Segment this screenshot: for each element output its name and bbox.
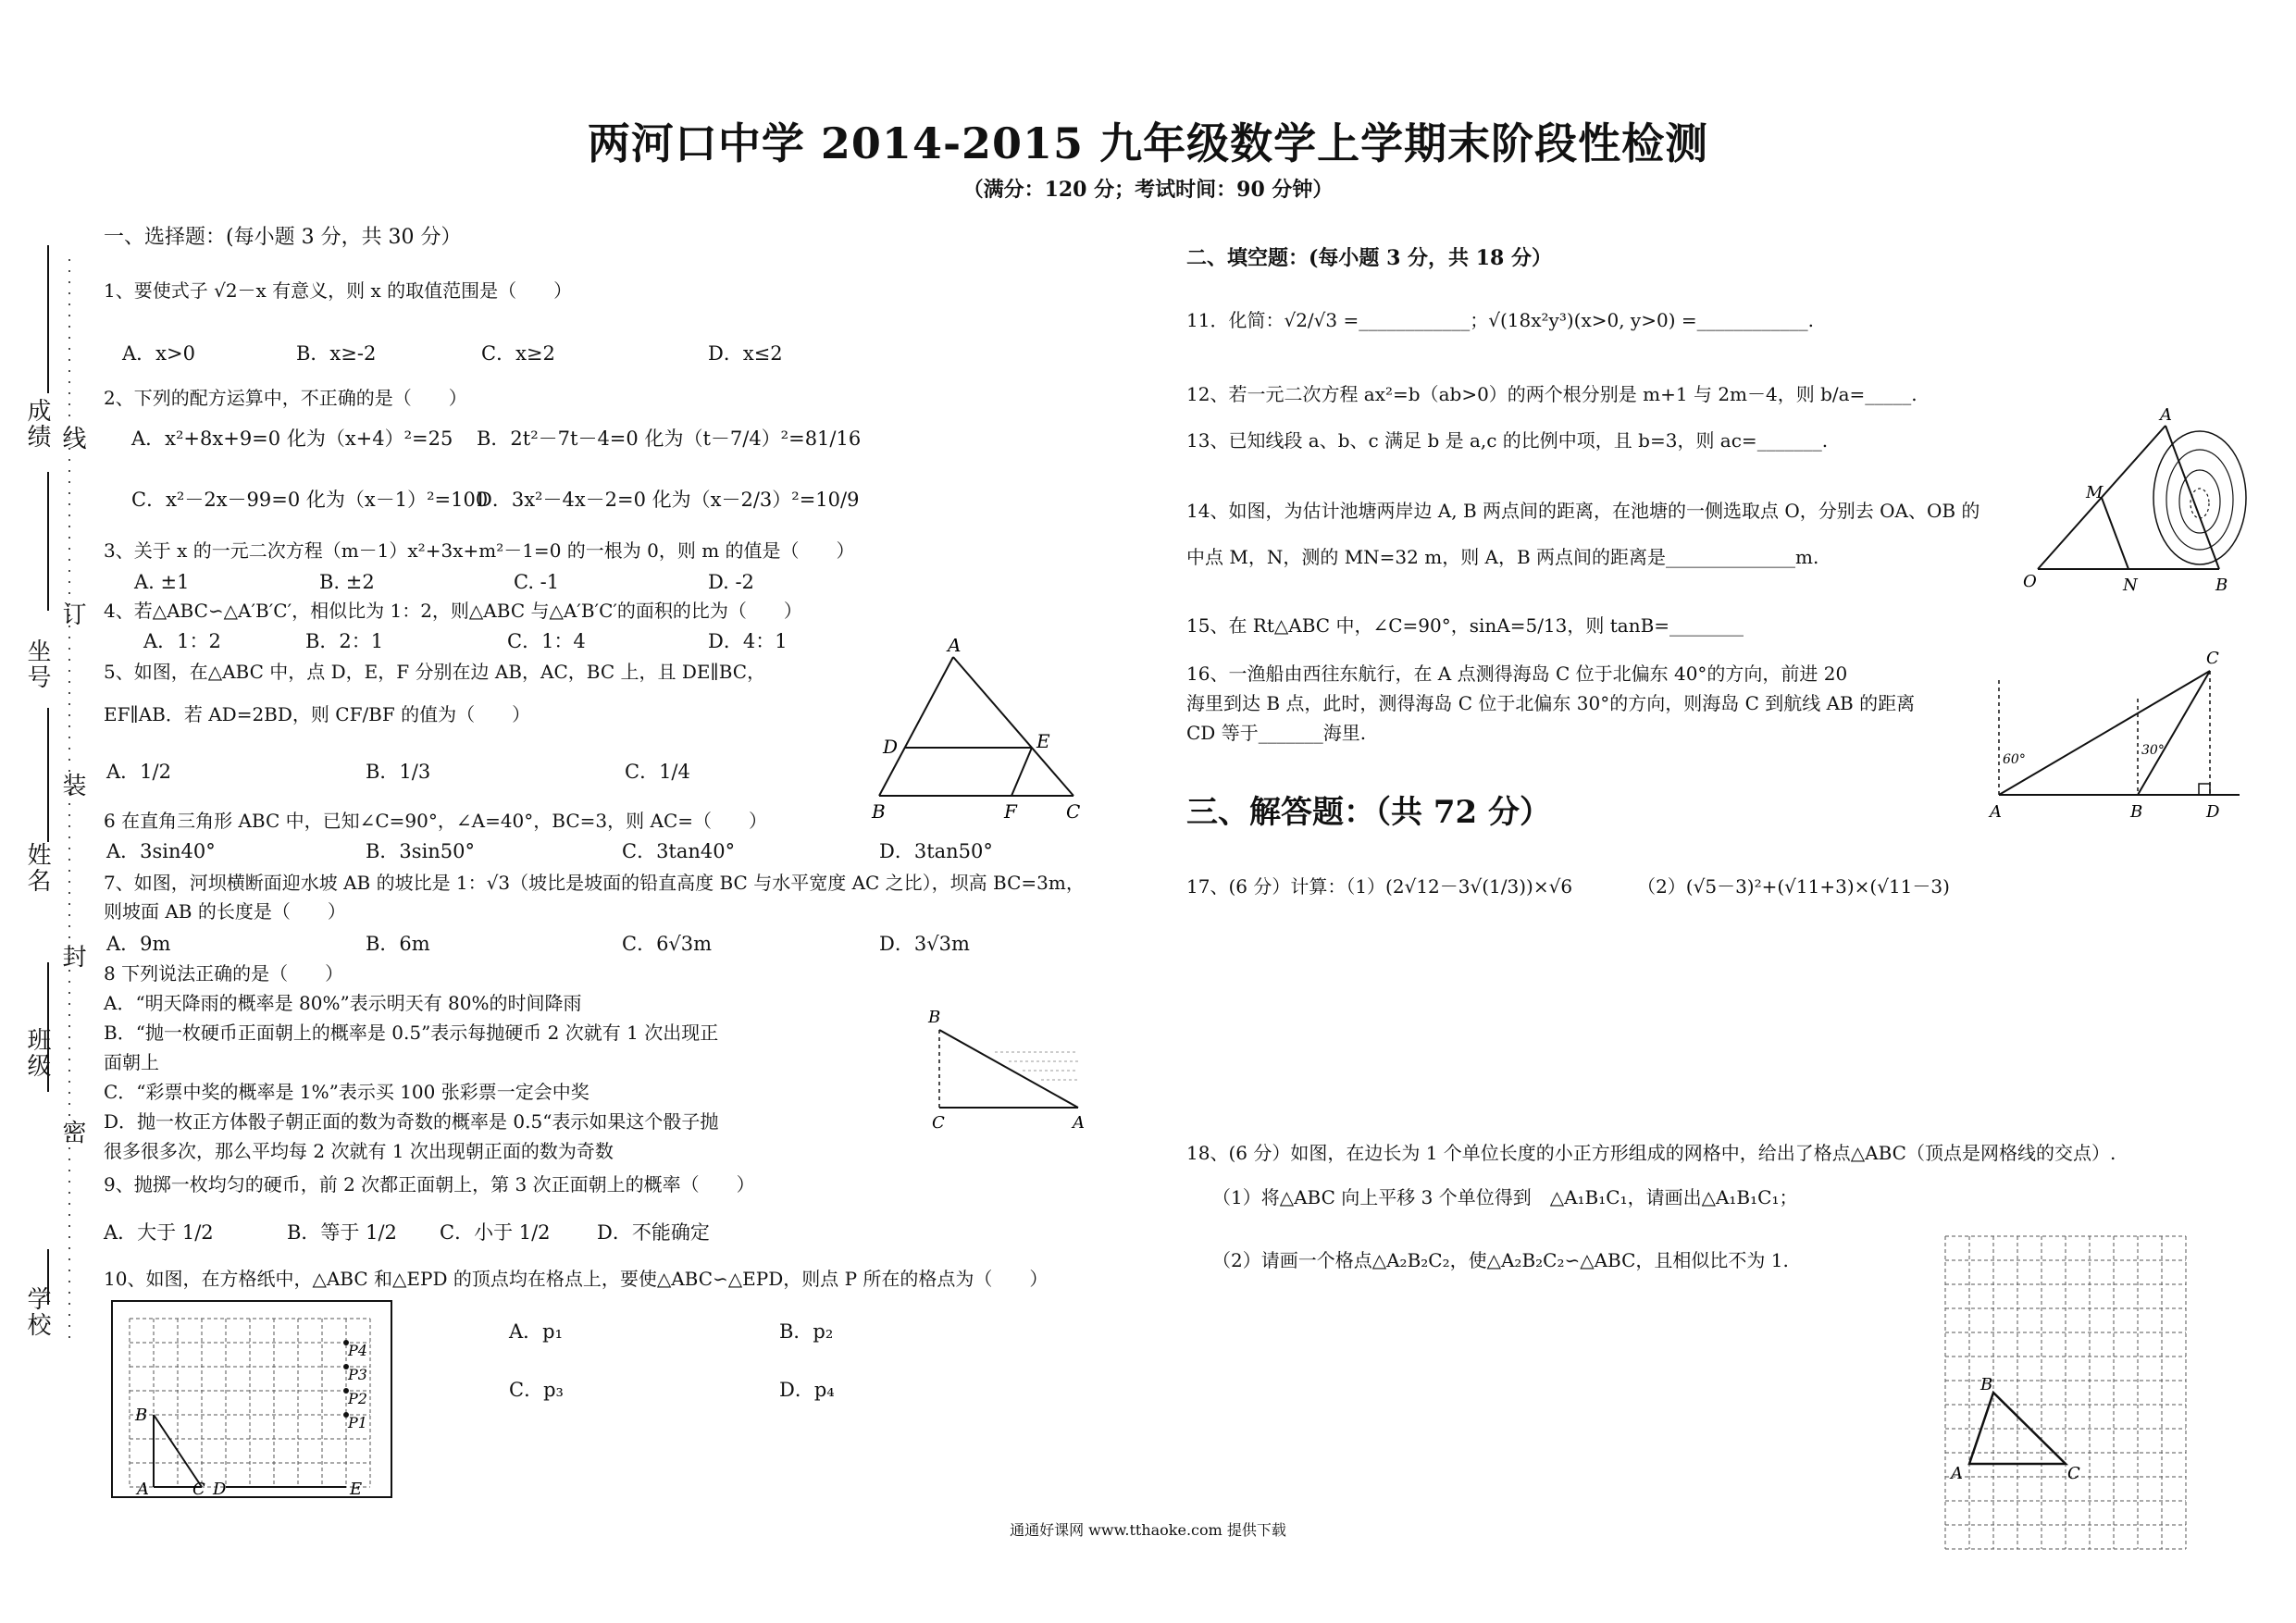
- q8-option-d-line2: 很多很多次，那么平均每 2 次就有 1 次出现朝正面的数为奇数: [104, 1140, 614, 1162]
- q14-label-a: A: [2160, 407, 2172, 425]
- q16-angle-30: 30°: [2141, 743, 2165, 758]
- q7-option-b[interactable]: B．6m: [366, 933, 430, 955]
- q7-stem-line2: 则坡面 AB 的长度是（ ）: [104, 900, 346, 923]
- q7-option-a[interactable]: A．9m: [106, 933, 171, 955]
- label-seat: 坐号: [23, 638, 51, 690]
- label-class: 班级: [23, 1027, 51, 1079]
- q5-label-f: F: [1004, 800, 1017, 823]
- q2-option-b[interactable]: B．2t²－7t－4=0 化为（t－7/4）²=81/16: [477, 427, 862, 450]
- seal-char-mi: 密: [58, 1120, 86, 1146]
- q6-option-c[interactable]: C．3tan40°: [622, 840, 736, 862]
- q7-option-d[interactable]: D．3√3m: [879, 933, 970, 955]
- q8-option-b-line1[interactable]: B．“抛一枚硬币正面朝上的概率是 0.5”表示每抛硬币 2 次就有 1 次出现正: [104, 1022, 719, 1044]
- q10-label-p4: P4: [348, 1342, 367, 1359]
- q10-stem: 10、如图，在方格纸中，△ABC 和△EPD 的顶点均在格点上，要使△ABC∽△EPD，则点 P 所在的格点为（ ）: [104, 1268, 1049, 1290]
- q5-triangle-figure: [861, 638, 1101, 824]
- q10-label-a: A: [137, 1480, 149, 1499]
- q10-option-b[interactable]: B．p₂: [779, 1320, 834, 1343]
- q8-stem: 8 下列说法正确的是（ ）: [104, 962, 344, 985]
- q12: 12、若一元二次方程 ax²=b（ab>0）的两个根分别是 m+1 与 2m－4，则 b/a=_____.: [1186, 383, 1917, 405]
- q5-label-a: A: [948, 638, 962, 656]
- q3-stem: 3、关于 x 的一元二次方程（m－1）x²+3x+m²－1=0 的一根为 0，则 m 的值是（ ）: [104, 539, 855, 562]
- q3-option-b[interactable]: B. ±2: [319, 571, 375, 593]
- q18-label-b: B: [1980, 1375, 1993, 1394]
- q5-label-d: D: [883, 736, 899, 758]
- q18-stem: 18、(6 分）如图，在边长为 1 个单位长度的小正方形组成的网格中，给出了格点△ABC（顶点是网格线的交点）.: [1186, 1142, 2116, 1164]
- page-title: 两河口中学 2014-2015 九年级数学上学期末阶段性检测: [587, 118, 1709, 168]
- q8-option-d-line1[interactable]: D．抛一枚正方体骰子朝正面的数为奇数的概率是 0.5“表示如果这个骰子抛: [104, 1110, 719, 1133]
- q10-label-p3: P3: [348, 1366, 367, 1383]
- q14-label-o: O: [2023, 572, 2037, 591]
- q14-label-m: M: [2086, 483, 2104, 502]
- q3-option-c[interactable]: C. -1: [514, 571, 560, 593]
- q7-dam-figure: [912, 1004, 1097, 1134]
- q7-label-c: C: [932, 1113, 945, 1133]
- q5-label-b: B: [872, 800, 886, 823]
- q5-stem-line2: EF∥AB．若 AD=2BD，则 CF/BF 的值为（ ）: [104, 703, 531, 725]
- q18-grid-figure: [1932, 1223, 2196, 1566]
- q13: 13、已知线段 a、b、c 满足 b 是 a,c 的比例中项，且 b=3，则 ac=_______.: [1186, 429, 1829, 452]
- q5-label-e: E: [1036, 730, 1050, 752]
- q1-stem: 1、要使式子 √2－x 有意义，则 x 的取值范围是（ ）: [104, 279, 573, 302]
- q18-label-a: A: [1951, 1464, 1963, 1483]
- section1-heading: 一、选择题：(每小题 3 分，共 30 分）: [104, 226, 462, 249]
- q6-option-d[interactable]: D．3tan50°: [879, 840, 993, 862]
- label-score: 成绩: [23, 398, 51, 450]
- q6-option-a[interactable]: A．3sin40°: [106, 840, 216, 862]
- q4-option-b[interactable]: B．2：1: [305, 630, 384, 652]
- q16-line2: 海里到达 B 点，此时，测得海岛 C 位于北偏东 30°的方向，则海岛 C 到航线 AB 的距离: [1186, 692, 1916, 714]
- q16-label-d: D: [2206, 802, 2220, 822]
- q18-part1: （1）将△ABC 向上平移 3 个单位得到 △A₁B₁C₁，请画出△A₁B₁C₁；: [1212, 1186, 1798, 1208]
- q2-option-c[interactable]: C．x²－2x－99=0 化为（x－1）²=100: [131, 489, 489, 511]
- q2-stem-text: 2、下列的配方运算中，不正确的是（ ）: [104, 387, 467, 409]
- q10-label-d: D: [213, 1480, 227, 1499]
- q1-option-c[interactable]: C．x≥2: [481, 342, 555, 365]
- q8-option-a[interactable]: A．“明天降雨的概率是 80%”表示明天有 80%的时间降雨: [104, 992, 582, 1014]
- q16-navigation-figure: [1980, 643, 2249, 828]
- q18-part2: （2）请画一个格点△A₂B₂C₂，使△A₂B₂C₂∽△ABC，且相似比不为 1.: [1212, 1249, 1789, 1271]
- q15: 15、在 Rt△ABC 中，∠C=90°，sinA=5/13，则 tanB=________: [1186, 614, 1744, 637]
- label-school: 学校: [23, 1286, 51, 1338]
- q3-option-a[interactable]: A. ±1: [134, 571, 190, 593]
- q11: 11．化简：√2/√3 =____________；√(18x²y³)(x>0, y>0) =____________.: [1186, 309, 1814, 331]
- q14-label-b: B: [2215, 576, 2228, 595]
- q9-option-c[interactable]: C．小于 1/2: [440, 1221, 551, 1244]
- q1-option-a[interactable]: A．x>0: [122, 342, 195, 365]
- section3-heading: 三、解答题：（共 72 分）: [1186, 794, 1551, 831]
- q10-option-a[interactable]: A．p₁: [509, 1320, 564, 1343]
- seal-char-zhuang: 装: [58, 773, 86, 799]
- q7-stem-line1: 7、如图，河坝横断面迎水坡 AB 的坡比是 1：√3（坡比是坡面的铅直高度 BC 与水平宽度 AC 之比），坝高 BC=3m，: [104, 872, 1085, 894]
- q8-option-c[interactable]: C．“彩票中奖的概率是 1%”表示买 100 张彩票一定会中奖: [104, 1081, 590, 1103]
- q10-label-b: B: [135, 1406, 148, 1425]
- q2-option-d[interactable]: D．3x²－4x－2=0 化为（x－2/3）²=10/9: [477, 489, 860, 511]
- q14-label-n: N: [2123, 576, 2138, 595]
- q17: 17、(6 分）计算：（1）(2√12－3√(1/3))×√6 （2）(√5－3)²+(√11+3)×(√11－3): [1186, 875, 1950, 898]
- q10-label-e: E: [350, 1480, 363, 1499]
- q16-angle-60: 60°: [2003, 752, 2026, 767]
- q10-option-d[interactable]: D．p₄: [779, 1379, 835, 1401]
- q4-option-c[interactable]: C．1：4: [507, 630, 586, 652]
- q14-pond-figure: [2017, 407, 2267, 601]
- q9-option-a[interactable]: A．大于 1/2: [104, 1221, 214, 1244]
- q7-option-c[interactable]: C．6√3m: [622, 933, 713, 955]
- q7-label-a: A: [1073, 1113, 1085, 1133]
- q1-option-b[interactable]: B．x≥-2: [296, 342, 377, 365]
- q9-option-b[interactable]: B．等于 1/2: [287, 1221, 397, 1244]
- seal-char-xian: 线: [58, 426, 86, 452]
- q16-line1: 16、一渔船由西往东航行，在 A 点测得海岛 C 位于北偏东 40°的方向，前进 20: [1186, 663, 1848, 685]
- q16-label-b: B: [2130, 802, 2143, 822]
- q5-option-a[interactable]: A．1/2: [106, 761, 171, 783]
- q4-option-d[interactable]: D．4：1: [708, 630, 788, 652]
- q6-option-b[interactable]: B．3sin50°: [366, 840, 476, 862]
- q5-option-b[interactable]: B．1/3: [366, 761, 431, 783]
- q18-label-c: C: [2067, 1464, 2080, 1483]
- q8-option-b-line2: 面朝上: [104, 1051, 159, 1073]
- q16-label-a: A: [1990, 802, 2002, 822]
- q6-stem: 6 在直角三角形 ABC 中，已知∠C=90°，∠A=40°，BC=3，则 AC=（ ）: [104, 810, 768, 832]
- q4-option-a[interactable]: A．1：2: [143, 630, 221, 652]
- q16-label-c: C: [2206, 649, 2219, 668]
- q5-option-c[interactable]: C．1/4: [625, 761, 690, 783]
- q9-stem: 9、抛掷一枚均匀的硬币，前 2 次都正面朝上，第 3 次正面朝上的概率（ ）: [104, 1173, 755, 1196]
- seal-char-feng: 封: [58, 944, 86, 970]
- q9-option-d[interactable]: D．不能确定: [597, 1221, 710, 1244]
- q10-option-c[interactable]: C．p₃: [509, 1379, 564, 1401]
- q16-line3: CD 等于_______海里.: [1186, 722, 1367, 744]
- q10-grid-figure: [111, 1300, 393, 1499]
- q5-label-c: C: [1066, 800, 1081, 823]
- q7-label-b: B: [928, 1008, 941, 1027]
- q14-line1: 14、如图，为估计池塘两岸边 A, B 两点间的距离，在池塘的一侧选取点 O，分别去 OA、OB 的: [1186, 500, 1980, 522]
- section2-heading: 二、填空题：(每小题 3 分，共 18 分）: [1186, 246, 1552, 270]
- footer-source: 通通好课网 www.tthaoke.com 提供下载: [1010, 1521, 1286, 1539]
- seal-char-ding: 订: [58, 601, 86, 627]
- q5-stem-line1: 5、如图，在△ABC 中，点 D，E，F 分别在边 AB，AC，BC 上，且 DE∥BC，: [104, 661, 766, 683]
- q10-label-c: C: [192, 1480, 205, 1499]
- q4-stem: 4、若△ABC∽△A′B′C′，相似比为 1：2，则△ABC 与△A′B′C′的面积的比为（ ）: [104, 600, 802, 622]
- exam-subtitle: （满分：120 分；考试时间：90 分钟）: [962, 178, 1334, 202]
- q14-line2: 中点 M，N，测的 MN=32 m，则 A，B 两点间的距离是______________m.: [1186, 546, 1819, 568]
- binding-margin: [0, 231, 102, 1369]
- label-name: 姓名: [23, 842, 51, 894]
- q10-label-p2: P2: [348, 1390, 367, 1407]
- q3-option-d[interactable]: D. -2: [708, 571, 754, 593]
- q2-option-a[interactable]: A．x²+8x+9=0 化为（x+4）²=25: [131, 427, 453, 450]
- q1-option-d[interactable]: D．x≤2: [708, 342, 783, 365]
- q10-label-p1: P1: [348, 1414, 367, 1431]
